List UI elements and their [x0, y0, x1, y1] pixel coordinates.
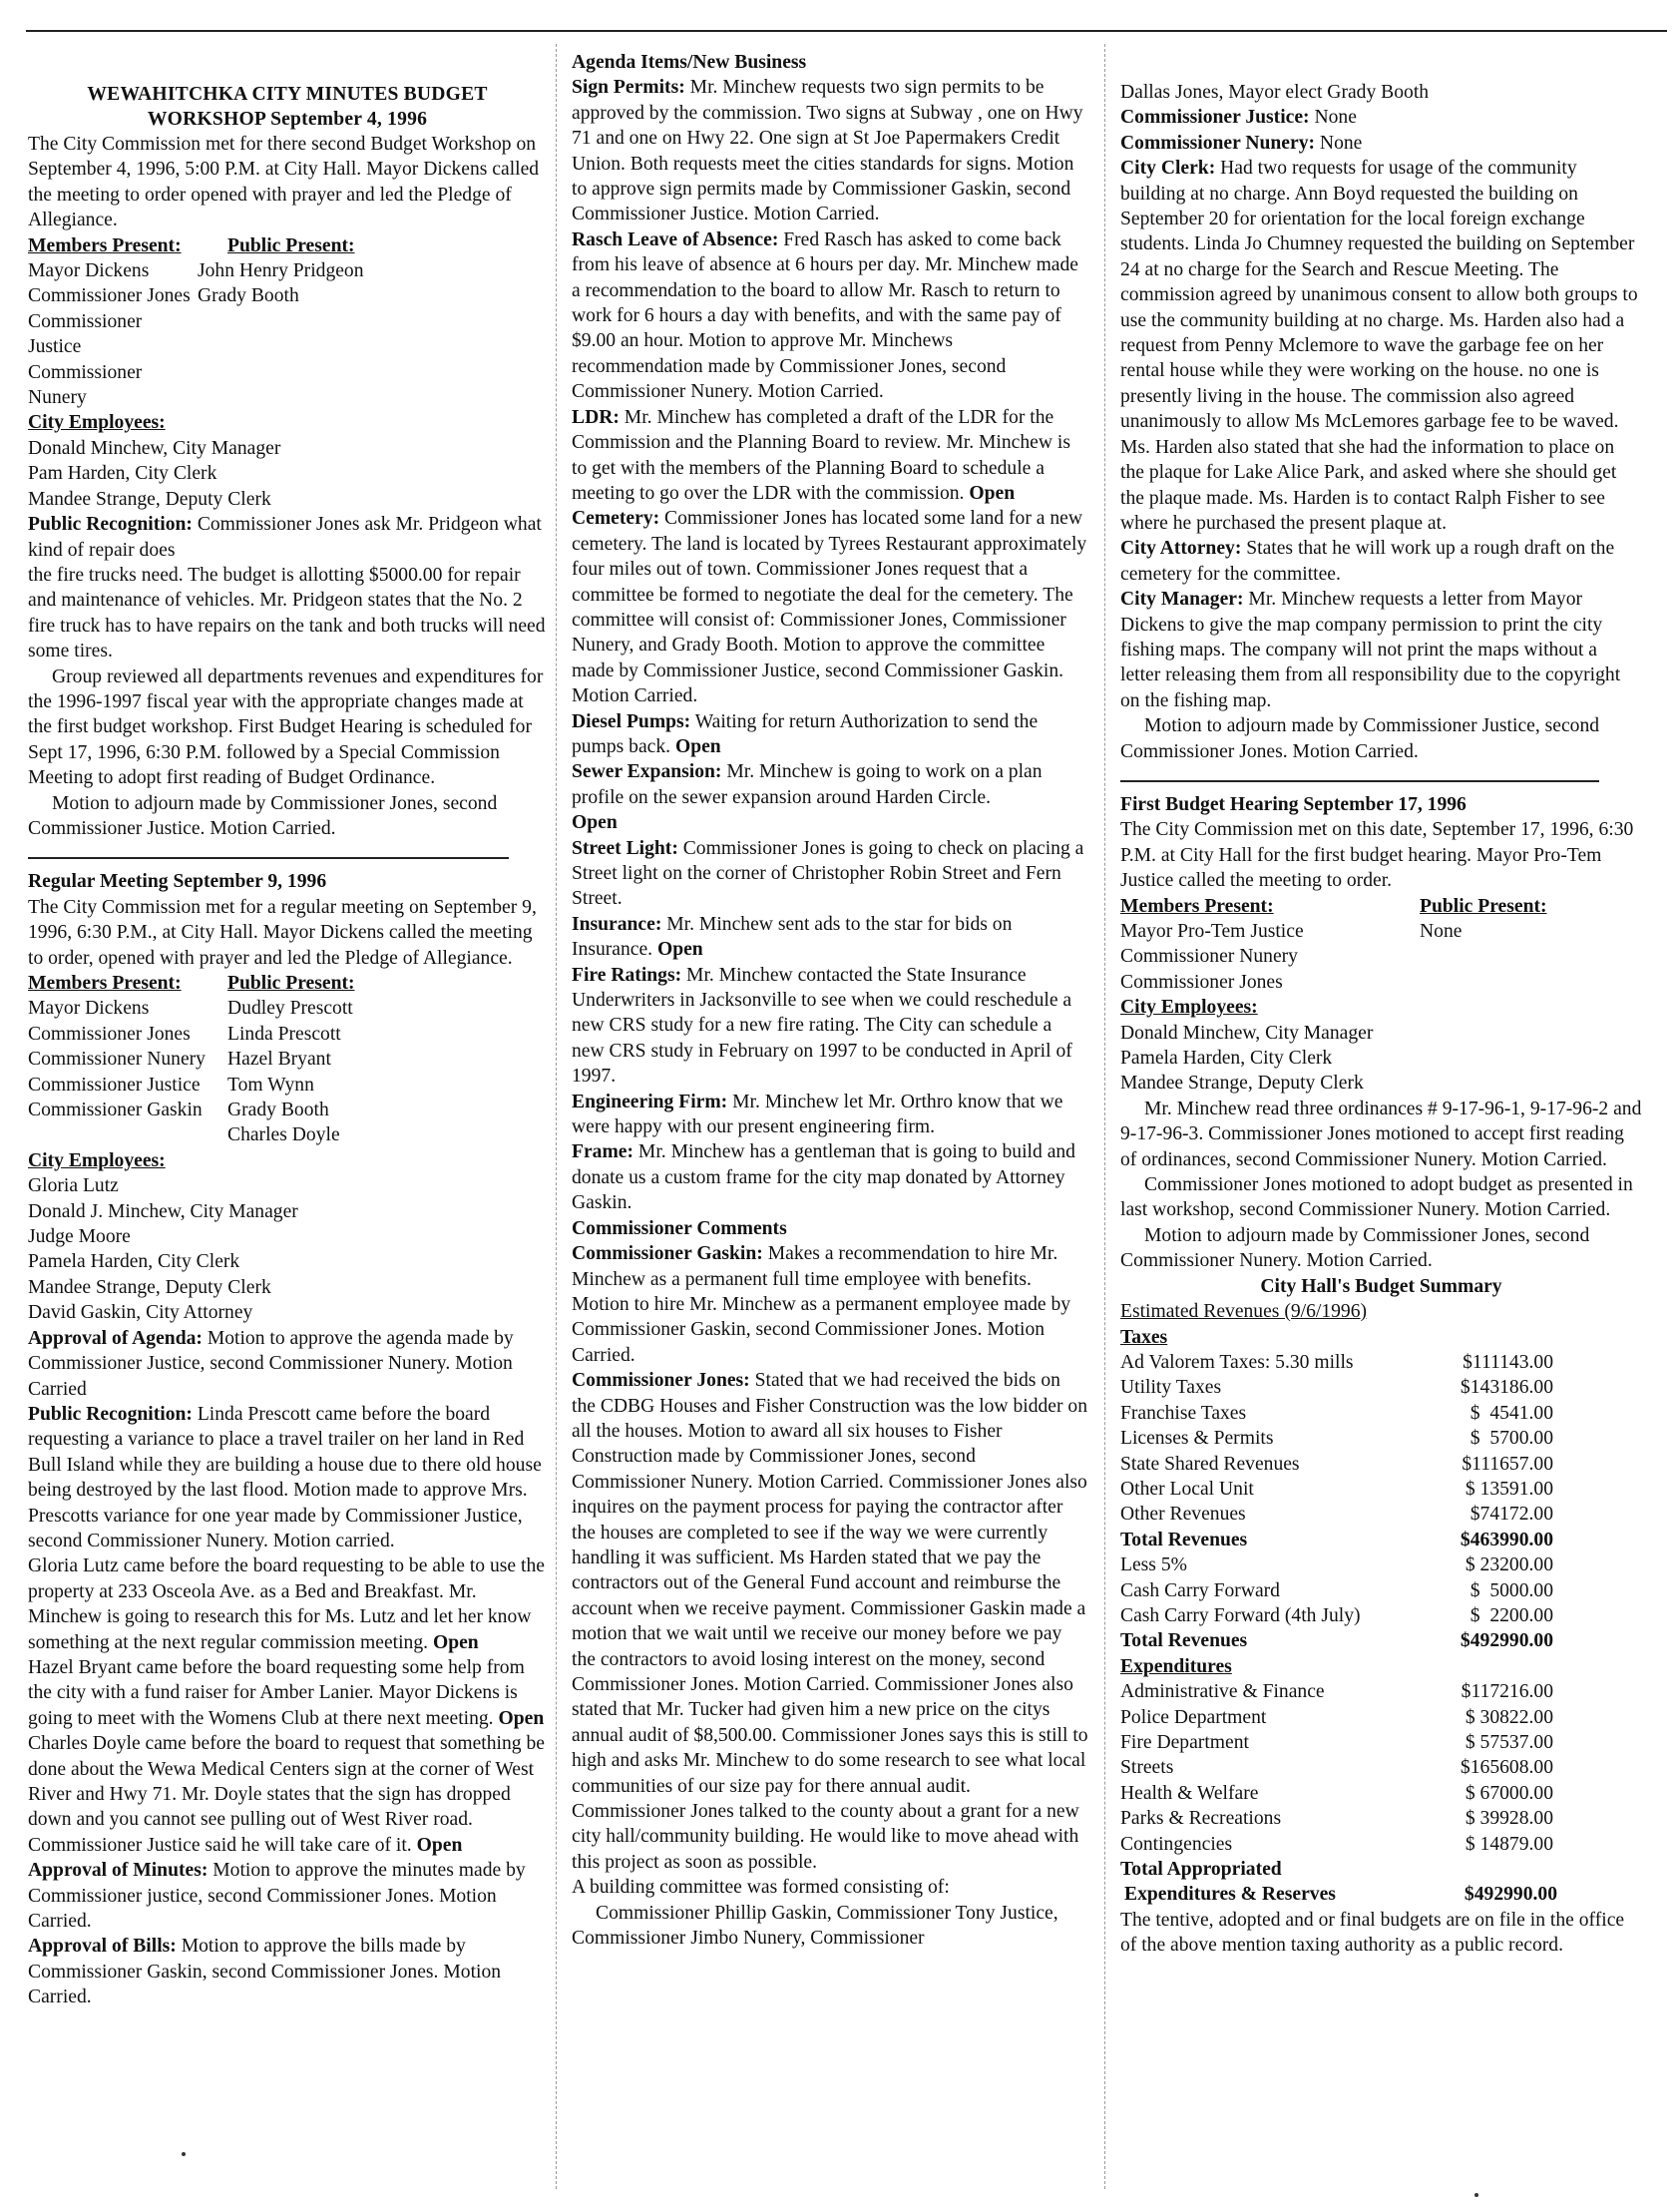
table-row [1120, 1730, 1553, 1755]
ldr-item [572, 405, 1088, 507]
table-row [1120, 1882, 1557, 1907]
member-row [28, 996, 547, 1021]
cemetery-item [572, 506, 1088, 708]
attorney-label: City Attorney: [1120, 538, 1242, 560]
agenda-text: Motion to approve the agenda made by Commissioner Justice, second Commissioner Nunery. Motion Carried [28, 1327, 514, 1400]
budget-line-amount: $117216.00 [1461, 1681, 1553, 1703]
reg-members-list [28, 996, 547, 1147]
budget-line-name: Total Revenues [1120, 1529, 1248, 1550]
column-divider-1 [556, 44, 557, 2189]
table-row [1120, 1552, 1553, 1577]
fire-text: Mr. Minchew contacted the State Insurance Underwriters in Jacksonville to see when we could reschedule a new CRS study for a new fire rating. The City can schedule a new CRS study in February on 1997 to be conducted in April of 1997. [572, 964, 1072, 1088]
city-attorney [1120, 536, 1642, 587]
member-row [28, 360, 547, 411]
diesel-label: Diesel Pumps: [572, 710, 691, 732]
member-name: Mayor Dickens [28, 260, 150, 282]
table-row [1120, 1477, 1553, 1502]
members-header [28, 233, 547, 258]
member-name [28, 1122, 227, 1147]
open-badge: Open [498, 1707, 545, 1729]
frame-label: Frame: [572, 1141, 634, 1163]
budget-line-name: Administrative & Finance [1120, 1681, 1325, 1703]
budget-line-amount: $ 39928.00 [1465, 1808, 1553, 1830]
gaskin-text: Makes a recommendation to hire Mr. Minchew as a permanent full time employee with benefits. Motion to hire Mr. Minchew as a permanent employee made by Commissioner Gaskin, second Commissioner Jones. Motion Carried. [572, 1243, 1071, 1366]
fbh-public-label: Public Present: [1420, 895, 1547, 917]
open-badge: Open [656, 939, 703, 961]
expenditures-label: Expenditures [1120, 1655, 1232, 1677]
budget-line-amount: $ 23200.00 [1465, 1554, 1553, 1576]
public-name: Tom Wynn [227, 1074, 314, 1096]
table-row [1120, 1705, 1553, 1730]
sewer-expansion [572, 759, 1088, 810]
sewer-text: Mr. Minchew is going to work on a plan profile on the sewer expansion around Harden Circle. [572, 761, 1043, 808]
member-name: Commissioner Justice [28, 1074, 201, 1096]
member-row [28, 283, 547, 308]
public-name: Dudley Prescott [227, 998, 353, 1020]
stray-mark-dot [1474, 2193, 1478, 2197]
pr-text: Commissioner Jones ask Mr. Pridgeon what kind of repair does [28, 514, 542, 561]
cemetery-label: Cemetery: [572, 508, 660, 530]
budget-line-amount: $111143.00 [1463, 1351, 1553, 1373]
commissioner-jones [572, 1368, 1088, 1875]
table-row [1120, 1755, 1553, 1780]
open-badge: Open [572, 812, 618, 834]
estimated-revenues-label: Estimated Revenues (9/6/1996) [1120, 1301, 1368, 1323]
fbh-employees-label: City Employees: [1120, 997, 1258, 1019]
member-row [28, 1073, 547, 1098]
jones-text: Stated that we had received the bids on the CDBG Houses and Fisher Construction was the low bidder on all the houses. Motion to award all six houses to Fisher Construction made by Commissioner Jones, second Commissioner Nunery. Motion Carried. Commissioner Jones also inquires on the payment process for paying the contractor after the houses are completed to see if the way we were currently handling it was sufficient. Ms Harden stated that we pay the contractors out of the General Fund account and reimburse the account when we receive payment. Commissioner Gaskin made a motion that we wait until we receive our money before we pay the contractors to avoid losing interest on the money, second Commissioner Jones. Motion Carried. Commissioner Jones also stated that Mr. Tucker had given him a new price on the citys annual audit of $8,500.00. Commissioner Jones says this is still to high and asks Mr. Minchew to do some research to see what local communities of our size pay for there annual audit. Commissioner Jones talked to the county about a grant for a new city hall/community building. He would like to move ahead with this project as soon as possible. [572, 1370, 1088, 1873]
commissioner-comments-heading: Commissioner Comments [572, 1217, 787, 1239]
member-row [1120, 919, 1642, 944]
list-item: Gloria Lutz [28, 1175, 119, 1197]
adopt-budget: Commissioner Jones motioned to adopt budget as presented in last workshop, second Commissioner Nunery. Motion Carried. [1120, 1174, 1633, 1221]
gloria-text: Gloria Lutz came before the board requesting to be able to use the property at 233 Osceola Ave. as a Bed and Breakfast. Mr. Minchew is going to research this for Ms. Lutz and let her know something at the next regular commission meeting. [28, 1555, 545, 1653]
fbh-intro: The City Commission met on this date, September 17, 1996, 6:30 P.M. at City Hall for the first budget hearing. Mayor Pro-Tem Justice called the meeting to order. [1120, 819, 1634, 892]
street-light [572, 836, 1088, 912]
hazel-request [28, 1655, 547, 1731]
list-item: Donald Minchew, City Manager [28, 437, 281, 459]
member-name: Commissioner Nunery [1120, 946, 1298, 968]
members-present-label: Members Present: [28, 234, 182, 256]
minutes-text: Motion to approve the minutes made by Commissioner justice, second Commissioner Jones. Motion Carried. [28, 1860, 526, 1933]
section-rule [1120, 780, 1599, 782]
table-row [1120, 1452, 1553, 1477]
manager-text: Mr. Minchew requests a letter from Mayor Dickens to give the map company permission to print the city fishing maps. The company will not print the maps without a letter releasing them from all responsibility due to the copyright on the fishing map. [1120, 589, 1621, 711]
budget-line-amount: $ 30822.00 [1465, 1706, 1553, 1728]
reg-members-header [28, 971, 547, 996]
reg-employees-list [28, 1173, 547, 1325]
revenues-table [1120, 1350, 1553, 1654]
charles-text: Charles Doyle came before the board to request that something be done about the Wewa Medical Centers sign at the corner of West River and Hwy 71. Mr. Doyle states that the sign has dropped down and you cannot see pulling out of West River road. Commissioner Justice said he will take care of it. [28, 1733, 545, 1856]
rasch-text: Fred Rasch has asked to come back from his leave of absence at 6 hours per day. Mr. Minchew made a recommendation to the board to allow Mr. Rasch to return to work for 6 hours a day with benefits, and with the same pay of $9.00 an hour. Motion to approve Mr. Minchews recommendation made by Commissioner Jones, second Commissioner Nunery. Motion Carried. [572, 228, 1079, 403]
budget-line-amount: $ 5700.00 [1470, 1428, 1553, 1450]
public-name: Grady Booth [227, 1100, 329, 1121]
budget-line-name: Less 5% [1120, 1554, 1187, 1576]
open-badge: Open [432, 1631, 479, 1653]
fbh-employees-list [1120, 1021, 1642, 1097]
table-row [1120, 1502, 1553, 1527]
public-name: None [1420, 921, 1463, 942]
member-name: Commissioner Nunery [28, 1049, 206, 1071]
budget-line-amount: $ 2200.00 [1470, 1604, 1553, 1626]
budget-line-name: Other Local Unit [1120, 1478, 1254, 1500]
employees-label: City Employees: [28, 412, 166, 434]
clerk-text: Had two requests for usage of the community building at no charge. Ann Boyd requested the building on September 20 for orientation for the local foreign exchange students. Linda Jo Chumney requested the building on September 24 at no charge for the Search and Rescue Meeting. The commission agreed by unanimous consent to allow both groups to use the community building at no charge. Ms. Harden also had a request from Penny Mclemore to wave the garbage fee on her rental house while they were working on the house. no one is presently living in the house. The commission also agreed unanimously to allow Ms McLemores garbage fee to be waved. Ms. Harden also stated that she had the information to place on the plaque for Lake Alice Park, and asked where she should get the plaque made. Ms. Harden is to contact Ralph Fisher to see where he purchased the present plaque at. [1120, 158, 1638, 534]
member-name: Commissioner Gaskin [28, 1100, 203, 1121]
cemetery-text: Commissioner Jones has located some land for a new cemetery. The land is located by Tyrees Restaurant approximately four miles out of town. Commissioner Jones request that a committee be formed to negotiate the deal for the cemetery. The committee will consist of: Commissioner Jones, Commissioner Nunery, and Grady Booth. Motion to approve the committee made by Commissioner Justice, second Commissioner Gaskin. Motion Carried. [572, 508, 1087, 707]
public-recognition-cont: the fire trucks need. The budget is allotting $5000.00 for repair and maintenance of vehicles. Mr. Pridgeon states that the No. 2 fire truck has to have repairs on the tank and both trucks will need some tires. [28, 564, 546, 663]
member-name: Commissioner Justice [28, 310, 143, 358]
table-row [1120, 1350, 1553, 1375]
budget-line-name: Ad Valorem Taxes: 5.30 mills [1120, 1351, 1354, 1373]
rasch-leave [572, 227, 1088, 405]
fbh-members-label: Members Present: [1120, 895, 1274, 917]
justice-label: Commissioner Justice: [1120, 107, 1310, 129]
sewer-label: Sewer Expansion: [572, 761, 722, 783]
member-name: Mayor Pro-Tem Justice [1120, 921, 1304, 942]
list-item: Judge Moore [28, 1226, 131, 1248]
reg-employees-label: City Employees: [28, 1149, 166, 1171]
budget-line-name: Cash Carry Forward [1120, 1579, 1280, 1601]
table-row [1120, 1832, 1553, 1857]
justice-text: None [1309, 107, 1357, 129]
budget-summary-title: City Hall's Budget Summary [1260, 1275, 1502, 1297]
committee-cont: Dallas Jones, Mayor elect Grady Booth [1120, 82, 1430, 103]
attorney-text: States that he will work up a rough draft on the cemetery for the committee. [1120, 538, 1615, 585]
first-budget-hearing-title: First Budget Hearing September 17, 1996 [1120, 793, 1467, 815]
ldr-label: LDR: [572, 406, 620, 428]
budget-line-amount: $143186.00 [1460, 1377, 1553, 1399]
list-item: Pamela Harden, City Clerk [28, 1251, 240, 1273]
gaskin-label: Commissioner Gaskin: [572, 1243, 763, 1265]
total-appropriated-label: Total Appropriated [1120, 1859, 1282, 1881]
fire-ratings [572, 963, 1088, 1090]
sign-text: Mr. Minchew requests two sign permits to be approved by the commission. Two signs at Subway , one on Hwy 71 and one on Hwy 22. One sign at St Joe Papermakers Credit Union. Both requests meet the cities standards for signs. Motion to approve sign permits made by Commissioner Gaskin, second Commissioner Justice. Motion Carried. [572, 77, 1083, 225]
regular-meeting-title: Regular Meeting September 9, 1996 [28, 871, 327, 893]
public-name: Charles Doyle [227, 1124, 340, 1146]
budget-line-amount: $ 57537.00 [1465, 1732, 1553, 1753]
pr2-text: Linda Prescott came before the board requesting a variance to place a travel trailer on her land in Red Bull Island while they are building a house due to there old house being destroyed by the last flood. Motion made to approve Mrs. Prescotts variance for one year made by Commissioner Justice, second Commissioner Nunery. Motion carried. [28, 1403, 542, 1551]
open-badge: Open [969, 482, 1016, 504]
list-item: Mandee Strange, Deputy Clerk [28, 488, 271, 510]
member-name: Commissioner Jones [28, 285, 191, 307]
sign-label: Sign Permits: [572, 77, 685, 99]
diesel-pumps [572, 709, 1088, 760]
nunery-label: Commissioner Nunery: [1120, 132, 1316, 154]
engineering-label: Engineering Firm: [572, 1091, 728, 1112]
list-item: Donald Minchew, City Manager [1120, 1022, 1374, 1044]
table-row [1120, 1603, 1553, 1628]
list-item: Donald J. Minchew, City Manager [28, 1200, 298, 1222]
member-row [28, 1098, 547, 1122]
bills-text: Motion to approve the bills made by Commissioner Gaskin, second Commissioner Jones. Motion Carried. [28, 1936, 502, 2008]
employees-list [28, 436, 547, 512]
budget-line-amount: $492990.00 [1460, 1630, 1553, 1652]
public-name: Grady Booth [198, 285, 299, 307]
taxes-label: Taxes [1120, 1326, 1168, 1348]
diesel-text: Waiting for return Authorization to send the pumps back. [572, 710, 1039, 757]
public-recognition [28, 512, 547, 563]
list-item: Pam Harden, City Clerk [28, 463, 217, 485]
budget-line-name: Fire Department [1120, 1732, 1249, 1753]
approval-of-agenda [28, 1326, 547, 1402]
member-row [1120, 970, 1642, 995]
table-row [1120, 1375, 1553, 1400]
budget-line-name: State Shared Revenues [1120, 1453, 1300, 1475]
minutes-label: Approval of Minutes: [28, 1860, 209, 1882]
budget-line-name: Cash Carry Forward (4th July) [1120, 1604, 1361, 1626]
commissioner-nunery [1120, 131, 1642, 156]
reg-members-label: Members Present: [28, 973, 182, 994]
pr-label: Public Recognition: [28, 514, 193, 536]
budget-line-amount: $ 13591.00 [1465, 1478, 1553, 1500]
frame-text: Mr. Minchew has a gentleman that is going to build and donate us a custom frame for the city map donated by Attorney Gaskin. [572, 1141, 1075, 1214]
column-right [1120, 80, 1642, 1959]
budget-line-name: Licenses & Permits [1120, 1428, 1274, 1450]
doc-title-line2: WORKSHOP September 4, 1996 [147, 109, 428, 130]
commissioner-justice [1120, 105, 1642, 130]
nunery-text: None [1315, 132, 1363, 154]
street-text: Commissioner Jones is going to check on placing a Street light on the corner of Christopher Robin Street and Fern Street. [572, 837, 1084, 910]
budget-line-amount: $165608.00 [1460, 1757, 1553, 1779]
member-name: Commissioner Jones [28, 1023, 191, 1045]
agenda-items-heading: Agenda Items/New Business [572, 52, 807, 73]
closing-note: The tentive, adopted and or final budgets are on file in the office of the above mention taxing authority as a public record. [1120, 1909, 1625, 1957]
charles-request [28, 1731, 547, 1858]
budget-line-name: Streets [1120, 1757, 1174, 1779]
budget-line-amount: $74172.00 [1470, 1504, 1553, 1526]
list-item: Pamela Harden, City Clerk [1120, 1048, 1333, 1070]
expenditures-table [1120, 1679, 1553, 1857]
column-middle [572, 50, 1088, 1951]
column-divider-2 [1104, 44, 1105, 2189]
doc-title-line1: WEWAHITCHKA CITY MINUTES BUDGET [87, 84, 488, 105]
ldr-text: Mr. Minchew has completed a draft of the LDR for the Commission and the Planning Board to review. Mr. Minchew is to get with the members of the Planning Board to schedule a meeting to go over the LDR with the commission. [572, 406, 1070, 504]
budget-line-name: Police Department [1120, 1706, 1267, 1728]
hazel-text: Hazel Bryant came before the board requesting some help from the city with a fund raiser for Amber Lanier. Mayor Dickens is going to meet with the Womens Club at there next meeting. [28, 1656, 525, 1729]
public-name: John Henry Pridgeon [198, 260, 364, 282]
member-row [28, 258, 547, 283]
budget-line-amount: $ 5000.00 [1470, 1579, 1553, 1601]
commissioner-gaskin [572, 1241, 1088, 1368]
insurance-text: Mr. Minchew sent ads to the star for bids on Insurance. [572, 913, 1013, 961]
gloria-request [28, 1553, 547, 1655]
budget-line-amount: $463990.00 [1460, 1529, 1553, 1550]
public-name: Linda Prescott [227, 1023, 341, 1045]
ordinances: Mr. Minchew read three ordinances # 9-17-96-1, 9-17-96-2 and 9-17-96-3. Commissioner Jones motioned to accept first reading of ordinances, second Commissioner Nunery. Motion Carried. [1120, 1098, 1642, 1170]
table-row [1120, 1578, 1553, 1603]
frame-item [572, 1139, 1088, 1215]
column-left [28, 82, 547, 2010]
agenda-label: Approval of Agenda: [28, 1327, 203, 1349]
member-row [28, 1022, 547, 1047]
workshop-adjourn: Motion to adjourn made by Commissioner Jones, second Commissioner Justice. Motion Carried. [28, 792, 498, 839]
member-row [28, 1047, 547, 1072]
insurance-item [572, 912, 1088, 963]
clerk-label: City Clerk: [1120, 158, 1216, 180]
member-name: Commissioner Nunery [28, 361, 143, 409]
fbh-members-list [1120, 919, 1642, 995]
public-name: Hazel Bryant [227, 1049, 331, 1071]
reserves-label: Expenditures & Reserves [1124, 1884, 1336, 1906]
budget-line-amount: $ 14879.00 [1465, 1833, 1553, 1855]
budget-line-amount: $ 67000.00 [1465, 1782, 1553, 1804]
manager-label: City Manager: [1120, 589, 1244, 611]
insurance-label: Insurance: [572, 913, 662, 935]
budget-line-name: Parks & Recreations [1120, 1808, 1282, 1830]
approval-of-bills [28, 1934, 547, 2009]
engineering-firm [572, 1090, 1088, 1140]
table-row [1120, 1679, 1553, 1704]
jones-label: Commissioner Jones: [572, 1370, 750, 1392]
table-row [1120, 1401, 1553, 1426]
list-item: Mandee Strange, Deputy Clerk [28, 1276, 271, 1298]
table-row [1120, 1426, 1553, 1451]
stray-mark-dot [182, 2152, 186, 2156]
city-manager [1120, 587, 1642, 713]
engineering-text: Mr. Minchew let Mr. Orthro know that we were happy with our present engineering firm. [572, 1091, 1063, 1138]
bills-label: Approval of Bills: [28, 1936, 177, 1958]
budget-line-name: Contingencies [1120, 1833, 1233, 1855]
budget-line-name: Other Revenues [1120, 1504, 1246, 1526]
table-row [1120, 1806, 1553, 1831]
public-present-label: Public Present: [227, 234, 355, 256]
sign-permits [572, 75, 1088, 226]
list-item: David Gaskin, City Attorney [28, 1302, 253, 1324]
member-row [28, 309, 547, 360]
top-rule [26, 30, 1667, 32]
building-committee: A building committee was formed consisting of: [572, 1877, 950, 1899]
budget-line-name: Franchise Taxes [1120, 1402, 1247, 1424]
table-row [1120, 1781, 1553, 1806]
fbh-adjourn: Motion to adjourn made by Commissioner Jones, second Commissioner Nunery. Motion Carried. [1120, 1224, 1590, 1272]
approval-of-minutes [28, 1858, 547, 1934]
table-row [1120, 1628, 1553, 1653]
member-name: Mayor Dickens [28, 998, 150, 1020]
table-row [1120, 1528, 1553, 1552]
members-list [28, 258, 547, 410]
city-clerk [1120, 156, 1642, 536]
member-row [1120, 944, 1642, 969]
budget-line-amount: $111657.00 [1462, 1453, 1553, 1475]
street-label: Street Light: [572, 837, 678, 859]
open-badge: Open [416, 1834, 463, 1856]
budget-line-amount: $ 4541.00 [1470, 1402, 1553, 1424]
fire-label: Fire Ratings: [572, 964, 682, 986]
open-badge: Open [674, 735, 721, 757]
budget-line-name: Health & Welfare [1120, 1782, 1259, 1804]
regular-intro: The City Commission met for a regular meeting on September 9, 1996, 6:30 P.M., at City Hall. Mayor Dickens called the meeting to order, opened with prayer and led the Pledge of Allegiance. [28, 896, 537, 969]
section-rule [28, 857, 509, 859]
pr2-label: Public Recognition: [28, 1403, 193, 1425]
building-committee-members: Commissioner Phillip Gaskin, Commissioner Tony Justice, Commissioner Jimbo Nunery, Commissioner [572, 1902, 1058, 1950]
group-review: Group reviewed all departments revenues and expenditures for the 1996-1997 fiscal year with the appropriate changes made at the first budget workshop. First Budget Hearing is scheduled for Sept 17, 1996, 6:30 P.M. followed by a Special Commission Meeting to adopt first reading of Budget Ordinance. [28, 665, 544, 789]
fbh-members-header [1120, 894, 1642, 919]
public-recognition-2 [28, 1402, 547, 1553]
reg-public-label: Public Present: [227, 973, 355, 994]
regular-adjourn: Motion to adjourn made by Commissioner Justice, second Commissioner Jones. Motion Carried. [1120, 715, 1600, 762]
budget-line-name: Utility Taxes [1120, 1377, 1222, 1399]
budget-line-name: Total Revenues [1120, 1630, 1248, 1652]
member-row [28, 1122, 547, 1147]
list-item: Mandee Strange, Deputy Clerk [1120, 1073, 1364, 1095]
reserves-amount: $492990.00 [1464, 1884, 1557, 1906]
reserves-table [1120, 1882, 1557, 1907]
workshop-intro: The City Commission met for there second Budget Workshop on September 4, 1996, 5:00 P.M. at City Hall. Mayor Dickens called the meeting to order opened with prayer and led the Pledge of Allegiance. [28, 134, 540, 231]
member-name: Commissioner Jones [1120, 971, 1283, 993]
rasch-label: Rasch Leave of Absence: [572, 228, 779, 250]
